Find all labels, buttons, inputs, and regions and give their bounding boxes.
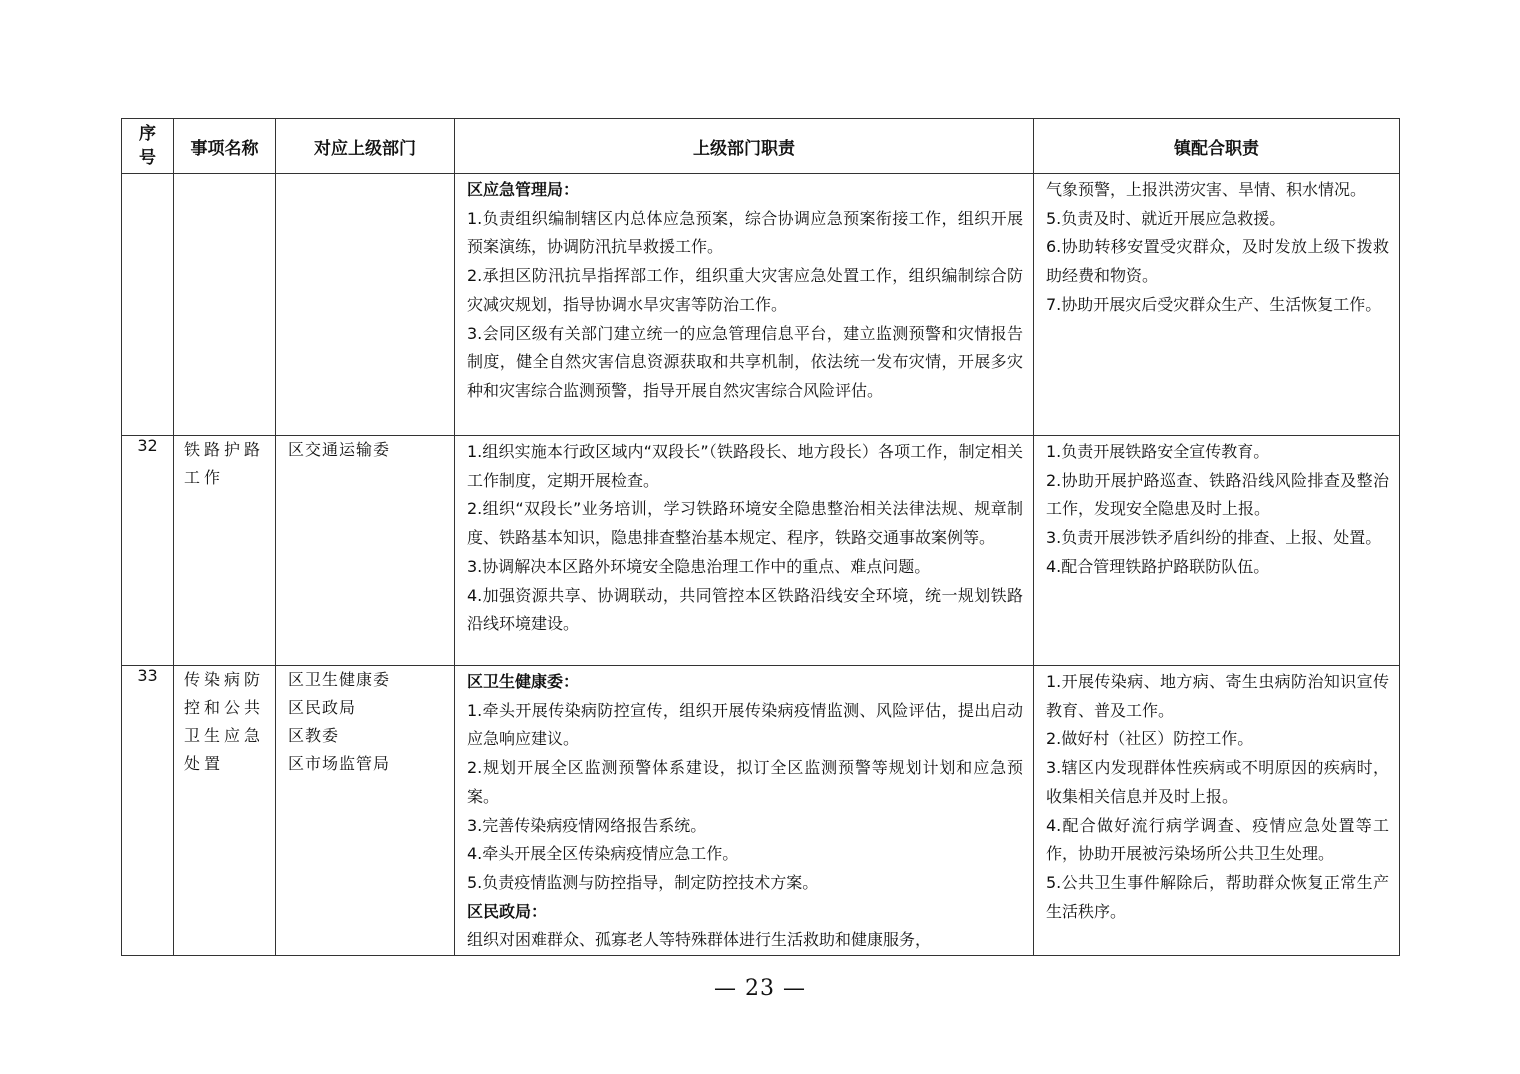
row-upper-dept — [276, 436, 455, 666]
duty-item: 7.协助开展灾后受灾群众生产、生活恢复工作。 — [1046, 294, 1382, 314]
page-number: — 23 — — [714, 976, 806, 1001]
row-upper-duty — [455, 436, 1034, 666]
row-town-duty — [1034, 666, 1400, 956]
duty-item: 5.负责及时、就近开展应急救援。 — [1046, 208, 1286, 228]
row-upper-duty — [455, 174, 1034, 436]
duty-item: 2.承担区防汛抗旱指挥部工作，组织重大灾害应急处置工作，组织编制综合防灾减灾规划，指导协调水旱灾害等防治工作。 — [467, 266, 1023, 314]
dept-heading: 区民政局： — [467, 901, 548, 921]
row-item-name — [174, 436, 276, 666]
row-town-duty — [1034, 174, 1400, 436]
row-seq — [122, 174, 174, 436]
header-seq: 序 号 — [122, 119, 174, 174]
dept-name: 区民政局 — [288, 698, 357, 717]
dept-name: 区交通运输委 — [288, 440, 391, 459]
item-name-line: 处置 — [184, 754, 225, 773]
table-header-row — [122, 119, 1400, 174]
duty-item: 4.配合管理铁路护路联防队伍。 — [1046, 556, 1270, 576]
dept-heading: 区卫生健康委： — [467, 672, 580, 691]
duty-item: 3.负责开展涉铁矛盾纠纷的排查、上报、处置。 — [1046, 528, 1382, 548]
dept-heading: 区应急管理局： — [467, 180, 580, 199]
duty-item: 1.牵头开展传染病防控宣传，组织开展传染病疫情监测、风险评估，提出启动应急响应建议。 — [467, 700, 1023, 749]
row-item-name — [174, 174, 276, 436]
row-item-name — [174, 666, 276, 956]
header-item-name: 事项名称 — [174, 119, 276, 174]
duty-item: 1.开展传染病、地方病、寄生虫病防治知识宣传教育、普及工作。 — [1046, 672, 1389, 720]
duty-item: 1.组织实施本行政区域内“双段长”（铁路段长、地方段长）各项工作，制定相关工作制度，定期开展检查。 — [467, 442, 1023, 490]
header-upper-dept: 对应上级部门 — [276, 119, 455, 174]
dept-name: 区卫生健康委 — [288, 670, 391, 689]
duty-item: 4.配合做好流行病学调查、疫情应急处置等工作，协助开展被污染场所公共卫生处理。 — [1046, 815, 1389, 864]
row-upper-dept — [276, 666, 455, 956]
dept-name: 区教委 — [288, 726, 340, 745]
duty-item: 1.负责开展铁路安全宣传教育。 — [1046, 442, 1270, 461]
header-town-duty: 镇配合职责 — [1034, 119, 1400, 174]
duty-item: 5.公共卫生事件解除后，帮助群众恢复正常生产生活秩序。 — [1046, 872, 1389, 921]
duty-item: 3.会同区级有关部门建立统一的应急管理信息平台，建立监测预警和灾情报告制度，健全自然灾害信息资源获取和共享机制，依法统一发布灾情，开展多灾种和灾害综合监测预警，指导开展自然灾害综合风险评估。 — [467, 323, 1023, 400]
item-name-line: 控和公共 — [184, 698, 265, 717]
row-seq: 33 — [122, 666, 174, 956]
item-name-line: 工作 — [184, 468, 225, 487]
duty-item: 3.协调解决本区路外环境安全隐患治理工作中的重点、难点问题。 — [467, 556, 931, 576]
dept-name: 区市场监管局 — [288, 754, 391, 773]
item-name-line: 传染病防 — [184, 670, 265, 689]
row-town-duty — [1034, 436, 1400, 666]
row-upper-duty — [455, 666, 1034, 956]
row-seq: 32 — [122, 436, 174, 666]
duty-item: 5.负责疫情监测与防控指导，制定防控技术方案。 — [467, 872, 819, 892]
duty-item: 4.牵头开展全区传染病疫情应急工作。 — [467, 844, 739, 864]
duty-item: 4.加强资源共享、协调联动，共同管控本区铁路沿线安全环境，统一规划铁路沿线环境建设。 — [467, 585, 1023, 634]
duty-item: 2.组织“双段长”业务培训，学习铁路环境安全隐患整治相关法律法规、规章制度、铁路基本知识，隐患排查整治基本规定、程序，铁路交通事故案例等。 — [467, 499, 1023, 548]
header-upper-duty: 上级部门职责 — [455, 119, 1034, 174]
table-row — [122, 174, 1400, 436]
duty-item: 2.协助开展护路巡查、铁路沿线风险排查及整治工作，发现安全隐患及时上报。 — [1046, 470, 1389, 519]
item-name-line: 铁路护路 — [184, 440, 265, 459]
duty-item: 6.协助转移安置受灾群众，及时发放上级下拨救助经费和物资。 — [1046, 237, 1389, 286]
item-name-line: 卫生应急 — [184, 726, 265, 745]
duty-item: 3.完善传染病疫情网络报告系统。 — [467, 815, 707, 835]
duty-item: 组织对困难群众、孤寡老人等特殊群体进行生活救助和健康服务， — [467, 930, 932, 950]
duty-item: 3.辖区内发现群体性疾病或不明原因的疾病时，收集相关信息并及时上报。 — [1046, 758, 1389, 806]
responsibility-table — [121, 118, 1400, 956]
row-upper-dept — [276, 174, 455, 436]
duty-item: 2.做好村（社区）防控工作。 — [1046, 729, 1254, 749]
duty-item: 2.规划开展全区监测预警体系建设，拟订全区监测预警等规划计划和应急预案。 — [467, 758, 1023, 806]
table-row — [122, 436, 1400, 666]
duty-item: 气象预警，上报洪涝灾害、旱情、积水情况。 — [1046, 180, 1367, 199]
duty-item: 1.负责组织编制辖区内总体应急预案，综合协调应急预案衔接工作，组织开展预案演练，协调防汛抗旱救援工作。 — [467, 208, 1023, 257]
table-row — [122, 666, 1400, 956]
